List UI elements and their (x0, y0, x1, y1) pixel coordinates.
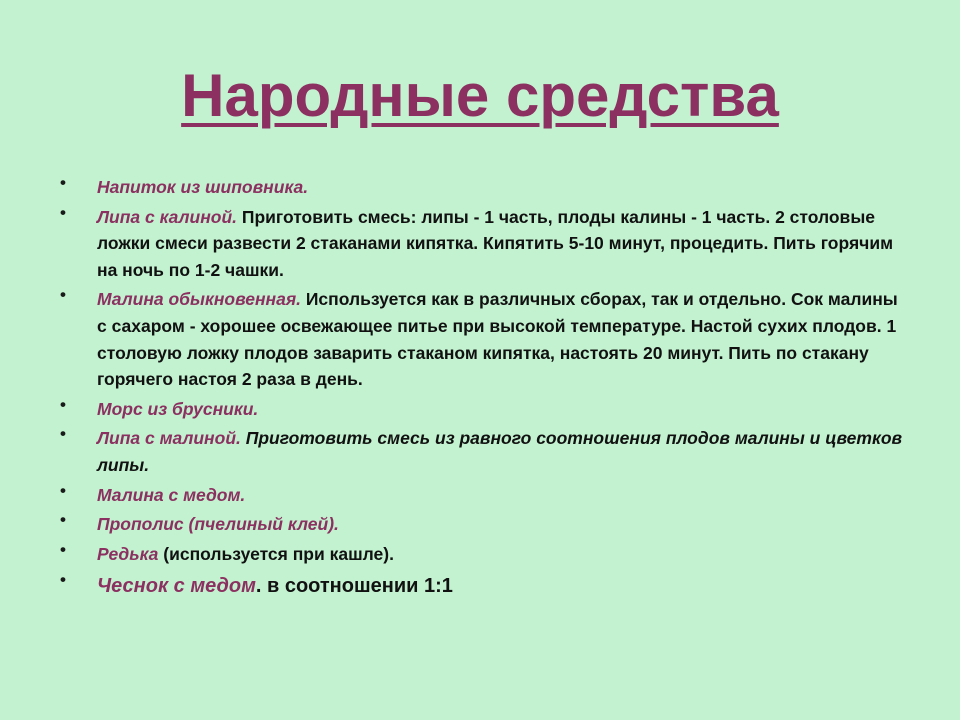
remedy-name: Малина с медом. (97, 484, 246, 505)
remedy-description: Используется как в различных сборах, так и отдельно. Сок малины с сахаром - хорошее освежающее питье при высокой температуре. Настой сухих плодов. 1 столовую ложку плодов заварить стаканом кипятка, настоять 20 минут. Пить по стакану горячего настоя 2 раза в день. (97, 289, 898, 390)
remedy-name: Чеснок с медом (97, 575, 256, 598)
bullet-icon: • (60, 285, 66, 305)
list-item (60, 396, 905, 423)
bullet-icon: • (60, 173, 66, 192)
list-item (60, 511, 905, 538)
remedy-name: Прополис (пчелиный клей). (97, 514, 339, 535)
remedy-description: (используется при кашле). (158, 543, 394, 564)
bullet-icon: • (60, 202, 66, 222)
list-item (60, 482, 905, 509)
remedies-list (60, 174, 905, 604)
bullet-icon: • (60, 570, 66, 590)
list-item (60, 541, 905, 568)
slide-title: Народные средства (181, 62, 779, 129)
remedy-description: Приготовить смесь из равного соотношения плодов малины и цветков липы. (97, 428, 903, 475)
remedy-description: Приготовить смесь: липы - 1 часть, плоды калины - 1 часть. 2 столовые ложки смеси развести 2 стаканами кипятка. Кипятить 5-10 минут, процедить. Пить горячим на ночь по 1-2 чашки. (97, 206, 894, 280)
remedy-name: Липа с малиной. (97, 428, 241, 449)
list-item (60, 571, 905, 601)
bullet-icon: • (60, 424, 66, 444)
remedy-name: Морс из брусники. (97, 398, 259, 419)
remedy-name: Редька (97, 543, 159, 564)
remedy-name: Малина обыкновенная. (97, 289, 301, 310)
remedy-name: Липа с калиной. (97, 206, 238, 227)
list-item (60, 286, 905, 392)
remedy-description: . в соотношении 1:1 (255, 575, 453, 598)
list-item (60, 425, 905, 478)
bullet-icon: • (60, 510, 66, 530)
bullet-icon: • (60, 394, 66, 414)
bullet-icon: • (60, 480, 66, 500)
list-item (60, 174, 905, 201)
list-item (60, 204, 905, 284)
remedy-name: Напиток из шиповника. (97, 177, 309, 197)
bullet-icon: • (60, 539, 66, 559)
